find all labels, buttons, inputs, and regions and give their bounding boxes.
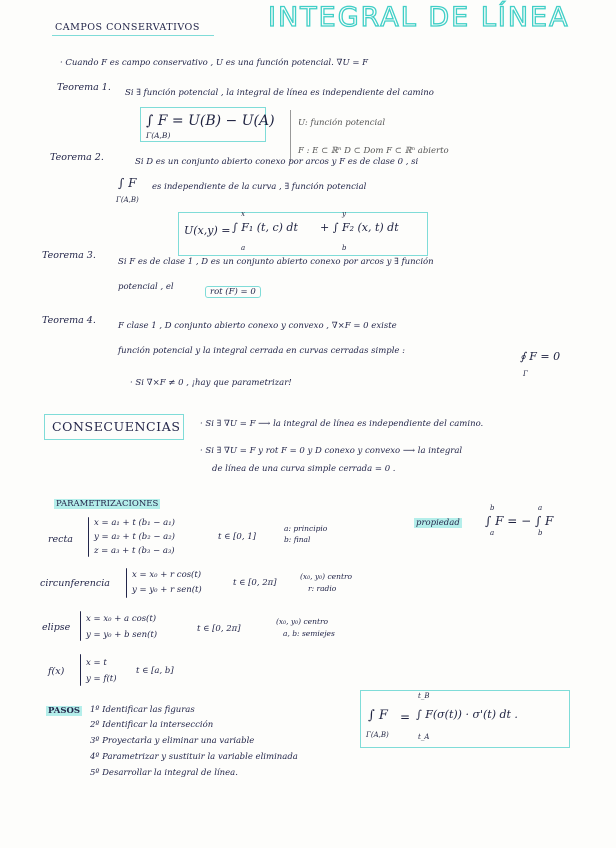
elipse-eq-y: y = y₀ + b sen(t) (86, 630, 158, 640)
pasos-label (46, 706, 82, 716)
consecuencias-bullet2b: de línea de una curva simple cerrada = 0 . (212, 464, 396, 474)
recta-eq-z: z = a₃ + t (b₃ − a₃) (94, 546, 175, 556)
recta-range: t ∈ [0, 1] (218, 532, 256, 542)
elipse-note1: (x₀, y₀) centro (276, 617, 329, 626)
recta-eq-y: y = a₂ + t (b₂ − a₂) (94, 532, 175, 542)
propiedad-label (414, 518, 462, 528)
teorema1-subscript: Γ(A,B) (146, 131, 171, 140)
recta-bracket (88, 517, 89, 557)
teorema4-label: Teorema 4. (42, 315, 96, 326)
teorema1-divider (290, 110, 291, 162)
teorema3-label: Teorema 3. (42, 250, 96, 261)
teorema4-closed-integral: ∮ F = 0 (520, 350, 561, 363)
recta-label: recta (48, 534, 73, 545)
teorema1-side-note1: U: función potencial (298, 118, 386, 128)
teorema3-line1: Si F es de clase 1 , D es un conjunto abierto conexo por arcos y ∃ función (118, 257, 434, 267)
pasos-label-text: PASOS (48, 706, 81, 716)
consecuencias-bullet1: · Si ∃ ∇U = F ⟶ la integral de línea es independiente del camino. (200, 419, 484, 429)
teorema1-formula: ∫ F = U(B) − U(A) (146, 113, 275, 129)
teorema1-side-note2: F : E ⊂ ℝⁿ D ⊂ Dom F ⊂ ℝⁿ abierto (298, 146, 449, 156)
teorema2-formula-left: U(x,y) = (184, 224, 231, 237)
propiedad-formula: ∫ F = − ∫ F (485, 514, 554, 528)
final-formula-equals: = (400, 710, 411, 724)
teorema3-line2: potencial , el (118, 282, 174, 292)
fx-range: t ∈ [a, b] (136, 666, 174, 676)
circunferencia-note1: (x₀, y₀) centro (300, 572, 353, 581)
teorema2-limit-lower2: b (342, 244, 347, 252)
final-formula-integral: ∫ F(σ(t)) · σ'(t) dt . (416, 708, 518, 721)
teorema2-limit-upper2: y (342, 210, 346, 218)
teorema3-rot-box: rot (F) = 0 (205, 286, 261, 298)
parametrizaciones-heading-text: PARAMETRIZACIONES (56, 499, 159, 509)
teorema4-closed-subscript: Γ (523, 370, 528, 378)
final-formula-subscript: Γ(A,B) (366, 731, 389, 739)
fx-bracket (80, 654, 81, 686)
intro-line: · Cuando F es campo conservativo , U es una función potencial. ∇U = F (60, 58, 369, 68)
consecuencias-heading: CONSECUENCIAS (52, 419, 181, 434)
teorema2-formula-right: + ∫ F₂ (x, t) dt (320, 221, 399, 234)
pasos-step5: 5º Desarrollar la integral de línea. (90, 768, 238, 778)
teorema1-text: Si ∃ función potencial , la integral de línea es independiente del camino (125, 88, 434, 98)
fx-eq-y: y = f(t) (86, 674, 117, 684)
elipse-note2: a, b: semiejes (283, 629, 335, 638)
teorema2-integral: ∫ F (118, 176, 137, 190)
teorema2-limit-upper1: x (241, 210, 245, 218)
circunferencia-eq-y: y = y₀ + r sen(t) (132, 585, 202, 595)
teorema1-label: Teorema 1. (57, 82, 111, 93)
propiedad-upper1: b (490, 504, 495, 512)
pasos-step3: 3º Proyectarla y eliminar una variable (90, 736, 255, 746)
propiedad-lower2: b (538, 529, 543, 537)
final-formula-left: ∫ F (368, 708, 388, 723)
heading-text: CAMPOS CONSERVATIVOS (55, 22, 200, 33)
heading-underline (52, 20, 214, 36)
teorema2-line1: Si D es un conjunto abierto conexo por arcos y F es de clase 0 , si (135, 157, 419, 167)
propiedad-upper2: a (538, 504, 543, 512)
parametrizaciones-heading (54, 499, 160, 509)
teorema4-line2: función potencial y la integral cerrada en curvas cerradas simple : (118, 346, 406, 356)
circunferencia-label: circunferencia (40, 578, 110, 589)
circunferencia-note2: r: radio (308, 584, 337, 593)
elipse-label: elipse (42, 622, 71, 633)
page-title: INTEGRAL DE LÍNEA (268, 2, 570, 33)
recta-note2: b: final (284, 535, 311, 544)
teorema2-subscript: Γ(A,B) (116, 196, 139, 204)
circunferencia-bracket (126, 568, 127, 598)
elipse-range: t ∈ [0, 2π] (197, 624, 241, 634)
recta-note1: a: principio (284, 524, 328, 533)
final-formula-lower-limit: t_A (418, 733, 430, 741)
recta-eq-x: x = a₁ + t (b₁ − a₁) (94, 518, 175, 528)
teorema2-label: Teorema 2. (50, 152, 104, 163)
pasos-step4: 4º Parametrizar y sustituir la variable eliminada (90, 752, 298, 762)
teorema4-line1: F clase 1 , D conjunto abierto conexo y convexo , ∇×F = 0 existe (118, 321, 397, 331)
pasos-step2: 2º Identificar la intersección (90, 720, 214, 730)
elipse-bracket (80, 611, 81, 641)
pasos-step1: 1º Identificar las figuras (90, 705, 195, 715)
consecuencias-bullet2a: · Si ∃ ∇U = F y rot F = 0 y D conexo y convexo ⟶ la integral (200, 446, 463, 456)
elipse-eq-x: x = x₀ + a cos(t) (86, 614, 157, 624)
teorema2-formula-mid: ∫ F₁ (t, c) dt (232, 221, 298, 234)
fx-label: f(x) (48, 666, 65, 677)
fx-eq-x: x = t (86, 658, 107, 668)
propiedad-label-text: propiedad (416, 518, 460, 528)
final-formula-upper-limit: t_B (418, 692, 430, 700)
propiedad-lower1: a (490, 529, 495, 537)
teorema4-line3: · Si ∇×F ≠ 0 , ¡hay que parametrizar! (130, 378, 292, 388)
teorema2-line2: es independiente de la curva , ∃ función potencial (152, 182, 367, 192)
circunferencia-range: t ∈ [0, 2π] (233, 578, 277, 588)
circunferencia-eq-x: x = x₀ + r cos(t) (132, 570, 202, 580)
teorema2-limit-lower1: a (241, 244, 246, 252)
